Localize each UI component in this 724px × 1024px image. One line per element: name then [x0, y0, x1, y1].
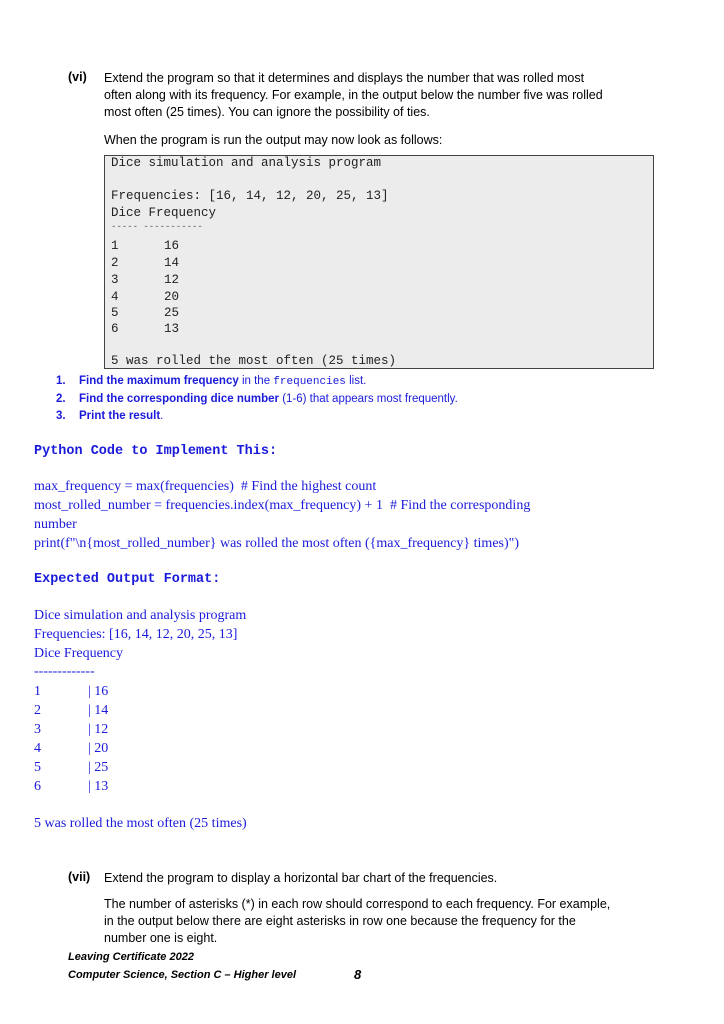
step-text: in the [238, 375, 274, 387]
expected-output-heading: Expected Output Format: [34, 572, 221, 587]
expected-row-freq: | 20 [88, 741, 109, 756]
step-number: 1. [56, 375, 66, 387]
output-row-freq: 25 [164, 306, 180, 320]
expected-divider: ------------- [34, 664, 95, 679]
step-item [56, 408, 458, 425]
expected-header: Dice Frequency [34, 646, 124, 661]
step-item [56, 391, 458, 408]
code-line: max_frequency = max(frequencies) # Find the highest count [34, 479, 377, 494]
question-vi-line-3: most often (25 times). You can ignore the possibility of ties. [104, 105, 430, 119]
step-bold: Print the result [79, 410, 161, 422]
output-row-dice: 6 [111, 322, 119, 336]
footer-exam: Leaving Certificate 2022 [68, 951, 194, 963]
expected-row-dice: 4 [34, 741, 41, 756]
code-line: print(f"\n{most_rolled_number} was rolled the most often ({max_frequency} times)") [34, 536, 520, 551]
step-number: 3. [56, 410, 66, 422]
sample-output-box [104, 155, 654, 369]
question-vii-line-3: number one is eight. [104, 931, 218, 945]
question-vi-line-2: often along with its frequency. For example, in the output below the number five was rolled [104, 88, 603, 102]
expected-row-dice: 5 [34, 760, 41, 775]
question-vii-intro: Extend the program to display a horizontal bar chart of the frequencies. [104, 871, 498, 885]
output-result: 5 was rolled the most often (25 times) [111, 354, 397, 368]
step-code: frequencies [273, 376, 346, 388]
question-vi-label: (vi) [68, 70, 87, 84]
expected-row-dice: 3 [34, 722, 41, 737]
expected-row-freq: | 25 [88, 760, 109, 775]
output-row-freq: 12 [164, 273, 180, 287]
step-bold: Find the corresponding dice number [79, 393, 279, 405]
output-row-freq: 13 [164, 322, 180, 336]
output-row-freq: 16 [164, 239, 180, 253]
footer-subject: Computer Science, Section C – Higher level [68, 969, 297, 981]
output-frequencies: Frequencies: [16, 14, 12, 20, 25, 13] [111, 189, 389, 203]
output-row-dice: 3 [111, 273, 119, 287]
question-vii-line-2: in the output below there are eight asterisks in row one because the frequency for the [104, 914, 576, 928]
output-divider: ----- ----------- [111, 222, 203, 232]
expected-row-freq: | 14 [88, 703, 109, 718]
expected-result: 5 was rolled the most often (25 times) [34, 816, 247, 831]
expected-row-freq: | 12 [88, 722, 109, 737]
expected-title: Dice simulation and analysis program [34, 608, 247, 623]
question-vii-label: (vii) [68, 870, 91, 884]
question-vii-line-1: The number of asterisks (*) in each row should correspond to each frequency. For example, [104, 897, 611, 911]
python-code-heading: Python Code to Implement This: [34, 444, 278, 459]
expected-row-freq: | 13 [88, 779, 109, 794]
output-row-dice: 4 [111, 290, 119, 304]
expected-row-dice: 6 [34, 779, 41, 794]
step-item [56, 373, 458, 391]
output-row-freq: 14 [164, 256, 180, 270]
steps-list [56, 373, 458, 425]
question-vii-text [104, 896, 664, 947]
step-number: 2. [56, 393, 66, 405]
step-text: . [160, 410, 164, 422]
question-vi-line-1: Extend the program so that it determines and displays the number that was rolled most [104, 71, 585, 85]
output-row-dice: 5 [111, 306, 119, 320]
expected-row-dice: 1 [34, 684, 41, 699]
output-row-dice: 2 [111, 256, 119, 270]
step-text: (1-6) that appears most frequently. [279, 393, 458, 405]
code-line: most_rolled_number = frequencies.index(max_frequency) + 1 # Find the corresponding [34, 498, 531, 513]
step-bold: Find the maximum frequency [79, 375, 239, 387]
output-row-dice: 1 [111, 239, 119, 253]
code-line: number [34, 517, 77, 532]
question-vi-text [104, 70, 664, 121]
expected-frequencies: Frequencies: [16, 14, 12, 20, 25, 13] [34, 627, 238, 642]
expected-row-dice: 2 [34, 703, 41, 718]
output-row-freq: 20 [164, 290, 180, 304]
step-text-end: list. [345, 375, 367, 387]
output-header: Dice Frequency [111, 206, 217, 220]
question-vi-intro: When the program is run the output may now look as follows: [104, 133, 443, 147]
page-number: 8 [354, 967, 362, 982]
output-title: Dice simulation and analysis program [111, 156, 382, 170]
expected-row-freq: | 16 [88, 684, 109, 699]
